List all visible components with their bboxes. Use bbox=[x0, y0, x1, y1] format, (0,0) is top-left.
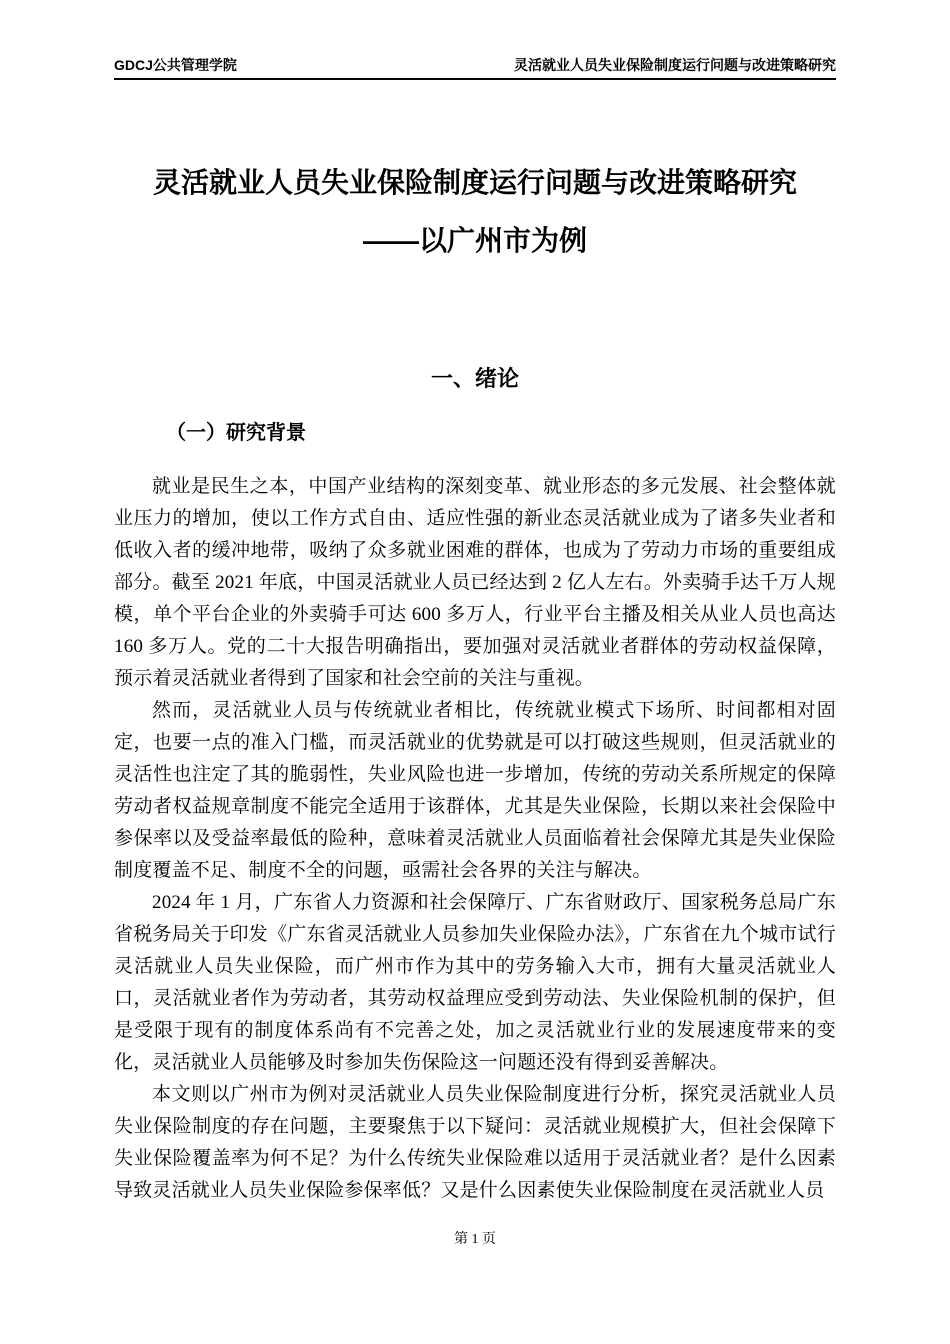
header-institution: GDCJ公共管理学院 bbox=[114, 57, 237, 73]
paragraph-1: 就业是民生之本，中国产业结构的深刻变革、就业形态的多元发展、社会整体就业压力的增加，使以工作方式自由、适应性强的新业态灵活就业成为了诸多失业者和低收入者的缓冲地带，吸纳了众多就业困难的群体，也成为了劳动力市场的重要组成部分。截至 2021 年底，中国灵活就业人员已经达到 2 亿人左右。外卖骑手达千万人规模，单个平台企业的外卖骑手可达 600 多万人，行业平台主播及相关从业人员也高达 160 多万人。党的二十大报告明确指出，要加强对灵活就业者群体的劳动权益保障，预示着灵活就业者得到了国家和社会空前的关注与重视。 bbox=[114, 476, 836, 689]
section-heading-introduction: 一、绪论 bbox=[430, 366, 519, 391]
paragraph-4: 本文则以广州市为例对灵活就业人员失业保险制度进行分析，探究灵活就业人员失业保险制度的存在问题，主要聚焦于以下疑问：灵活就业规模扩大，但社会保障下失业保险覆盖率为何不足？为什么传统失业保险难以适用于灵活就业者？是什么因素导致灵活就业人员失业保险参保率低？又是什么因素使失业保险制度在灵活就业人员 bbox=[114, 1084, 836, 1201]
body-text bbox=[114, 471, 836, 1207]
paragraph-3: 2024 年 1 月，广东省人力资源和社会保障厅、广东省财政厅、国家税务总局广东省税务局关于印发《广东省灵活就业人员参加失业保险办法》，广东省在九个城市试行灵活就业人员失业保险，而广州市作为其中的劳务输入大市，拥有大量灵活就业人口，灵活就业者作为劳动者，其劳动权益理应受到劳动法、失业保险机制的保护，但是受限于现有的制度体系尚有不完善之处，加之灵活就业行业的发展速度带来的变化，灵活就业人员能够及时参加失伤保险这一问题还没有得到妥善解决。 bbox=[114, 892, 836, 1073]
header-running-title: 灵活就业人员失业保险制度运行问题与改进策略研究 bbox=[514, 57, 836, 73]
page-header bbox=[114, 56, 836, 80]
paragraph-2: 然而，灵活就业人员与传统就业者相比，传统就业模式下场所、时间都相对固定，也要一点的准入门槛，而灵活就业的优势就是可以打破这些规则，但灵活就业的灵活性也注定了其的脆弱性，失业风险也进一步增加，传统的劳动关系所规定的保障劳动者权益规章制度不能完全适用于该群体，尤其是失业保险，长期以来社会保险中参保率以及受益率最低的险种，意味着灵活就业人员面临着社会保障尤其是失业保险制度覆盖不足、制度不全的问题，亟需社会各界的关注与解决。 bbox=[114, 700, 836, 881]
subsection-heading-research-background: （一）研究背景 bbox=[166, 422, 306, 444]
title-subtitle: ——以广州市为例 bbox=[362, 225, 587, 256]
page-number: 第 1 页 bbox=[454, 1232, 496, 1247]
document-title bbox=[114, 166, 836, 258]
title-main: 灵活就业人员失业保险制度运行问题与改进策略研究 bbox=[152, 167, 797, 198]
